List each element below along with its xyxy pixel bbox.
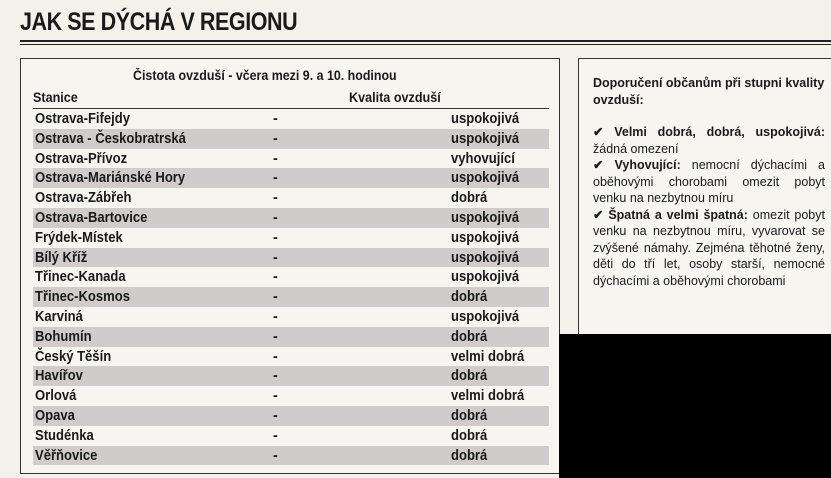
station-name: Věřňovice [35,447,98,464]
headline-rule [20,40,831,42]
table-row [33,267,549,287]
advice-item-label: Vyhovující: [614,158,681,172]
dash-separator: - [273,170,278,187]
station-name: Ostrava-Mariánské Hory [35,170,186,187]
advice-item-bad [593,207,825,290]
quality-value: uspokojivá [451,269,520,286]
dash-separator: - [273,308,278,325]
station-name: Bílý Kříž [35,249,88,266]
table-row [33,228,549,248]
table-row [33,446,549,466]
quality-value: dobrá [451,328,488,345]
station-name: Třinec-Kosmos [35,289,131,306]
station-name: Ostrava-Bartovice [35,209,148,226]
table-row [33,426,549,446]
quality-value: uspokojivá [451,111,520,127]
station-name: Karviná [35,308,83,325]
advice-box [578,58,831,334]
table-row [33,386,549,406]
table-row [33,406,549,426]
station-name: Orlová [35,388,77,405]
quality-value: uspokojivá [451,308,520,325]
headline-rule-thin [20,44,831,45]
headline: JAK SE DÝCHÁ V REGIONU [20,8,298,36]
table-row [33,347,549,367]
quality-value: uspokojivá [451,209,520,226]
table-row [33,149,549,169]
dash-separator: - [273,407,278,424]
quality-value: uspokojivá [451,130,520,147]
station-name: Opava [35,407,75,424]
checkmark-icon: ✔ [593,207,604,222]
station-name: Ostrava - Českobratrská [35,130,186,147]
table-row [33,168,549,188]
quality-value: vyhovující [451,150,515,167]
quality-value: velmi dobrá [451,388,525,405]
column-header-quality: Kvalita ovzduší [349,89,441,105]
station-name: Třinec-Kanada [35,269,126,286]
advice-title: Doporučení občanům při stupni kvality ovzduší: [593,76,825,107]
table-row [33,366,549,386]
quality-value: dobrá [451,190,488,207]
table-row [33,129,549,149]
station-name: Studénka [35,427,94,444]
dash-separator: - [273,130,278,147]
advice-item-text: žádná omezení [593,141,679,156]
dash-separator: - [273,229,278,246]
dash-separator: - [273,289,278,306]
quality-value: dobrá [451,289,488,306]
checkmark-icon: ✔ [593,158,604,172]
station-name: Český Těšín [35,348,112,365]
quality-value: dobrá [451,447,488,464]
air-quality-table [20,58,560,474]
quality-value: uspokojivá [451,249,520,266]
advice-item-label: Špatná a velmi špatná: [608,207,748,222]
quality-value: uspokojivá [451,170,520,187]
station-name: Ostrava-Přívoz [35,150,128,167]
dash-separator: - [273,111,278,127]
dash-separator: - [273,209,278,226]
quality-value: dobrá [451,427,488,444]
table-row [33,248,549,268]
advice-item-text: omezit pobyt venku na nezbytnou míru, vyvarovat se zvýšené námahy. Zejména těhotné ženy, děti do tří let, osoby starší, nemocné dýchacími a oběhovými chorobami [593,207,825,288]
advice-item-good [593,124,825,157]
advice-item-text: nemocní dýchacími a oběhovými chorobami omezit pobyt venku na nezbytnou míru [593,158,825,205]
dash-separator: - [273,368,278,385]
quality-value: uspokojivá [451,229,520,246]
station-name: Ostrava-Zábřeh [35,190,132,207]
advice-item-label: Velmi dobrá, dobrá, uspokojivá: [614,125,825,139]
dash-separator: - [273,249,278,266]
dash-separator: - [273,150,278,167]
advice-content [593,75,825,289]
checkmark-icon: ✔ [593,125,604,139]
dash-separator: - [273,269,278,286]
dash-separator: - [273,348,278,365]
table-rows [33,109,549,465]
table-row [33,208,549,228]
dash-separator: - [273,328,278,345]
advice-item-acceptable [593,157,825,207]
dash-separator: - [273,447,278,464]
dash-separator: - [273,388,278,405]
quality-value: velmi dobrá [451,348,525,365]
quality-value: dobrá [451,368,488,385]
table-row [33,188,549,208]
dash-separator: - [273,427,278,444]
table-row [33,109,549,129]
table-row [33,327,549,347]
station-name: Havířov [35,368,83,385]
table-row [33,287,549,307]
table-row [33,307,549,327]
station-name: Frýdek-Místek [35,229,123,246]
quality-value: dobrá [451,407,488,424]
black-redaction-block [559,334,831,478]
station-name: Ostrava-Fifejdy [35,111,131,127]
station-name: Bohumín [35,328,92,345]
dash-separator: - [273,190,278,207]
column-header-station: Stanice [33,89,78,105]
table-title: Čistota ovzduší - včera mezi 9. a 10. hodinou [133,68,397,83]
